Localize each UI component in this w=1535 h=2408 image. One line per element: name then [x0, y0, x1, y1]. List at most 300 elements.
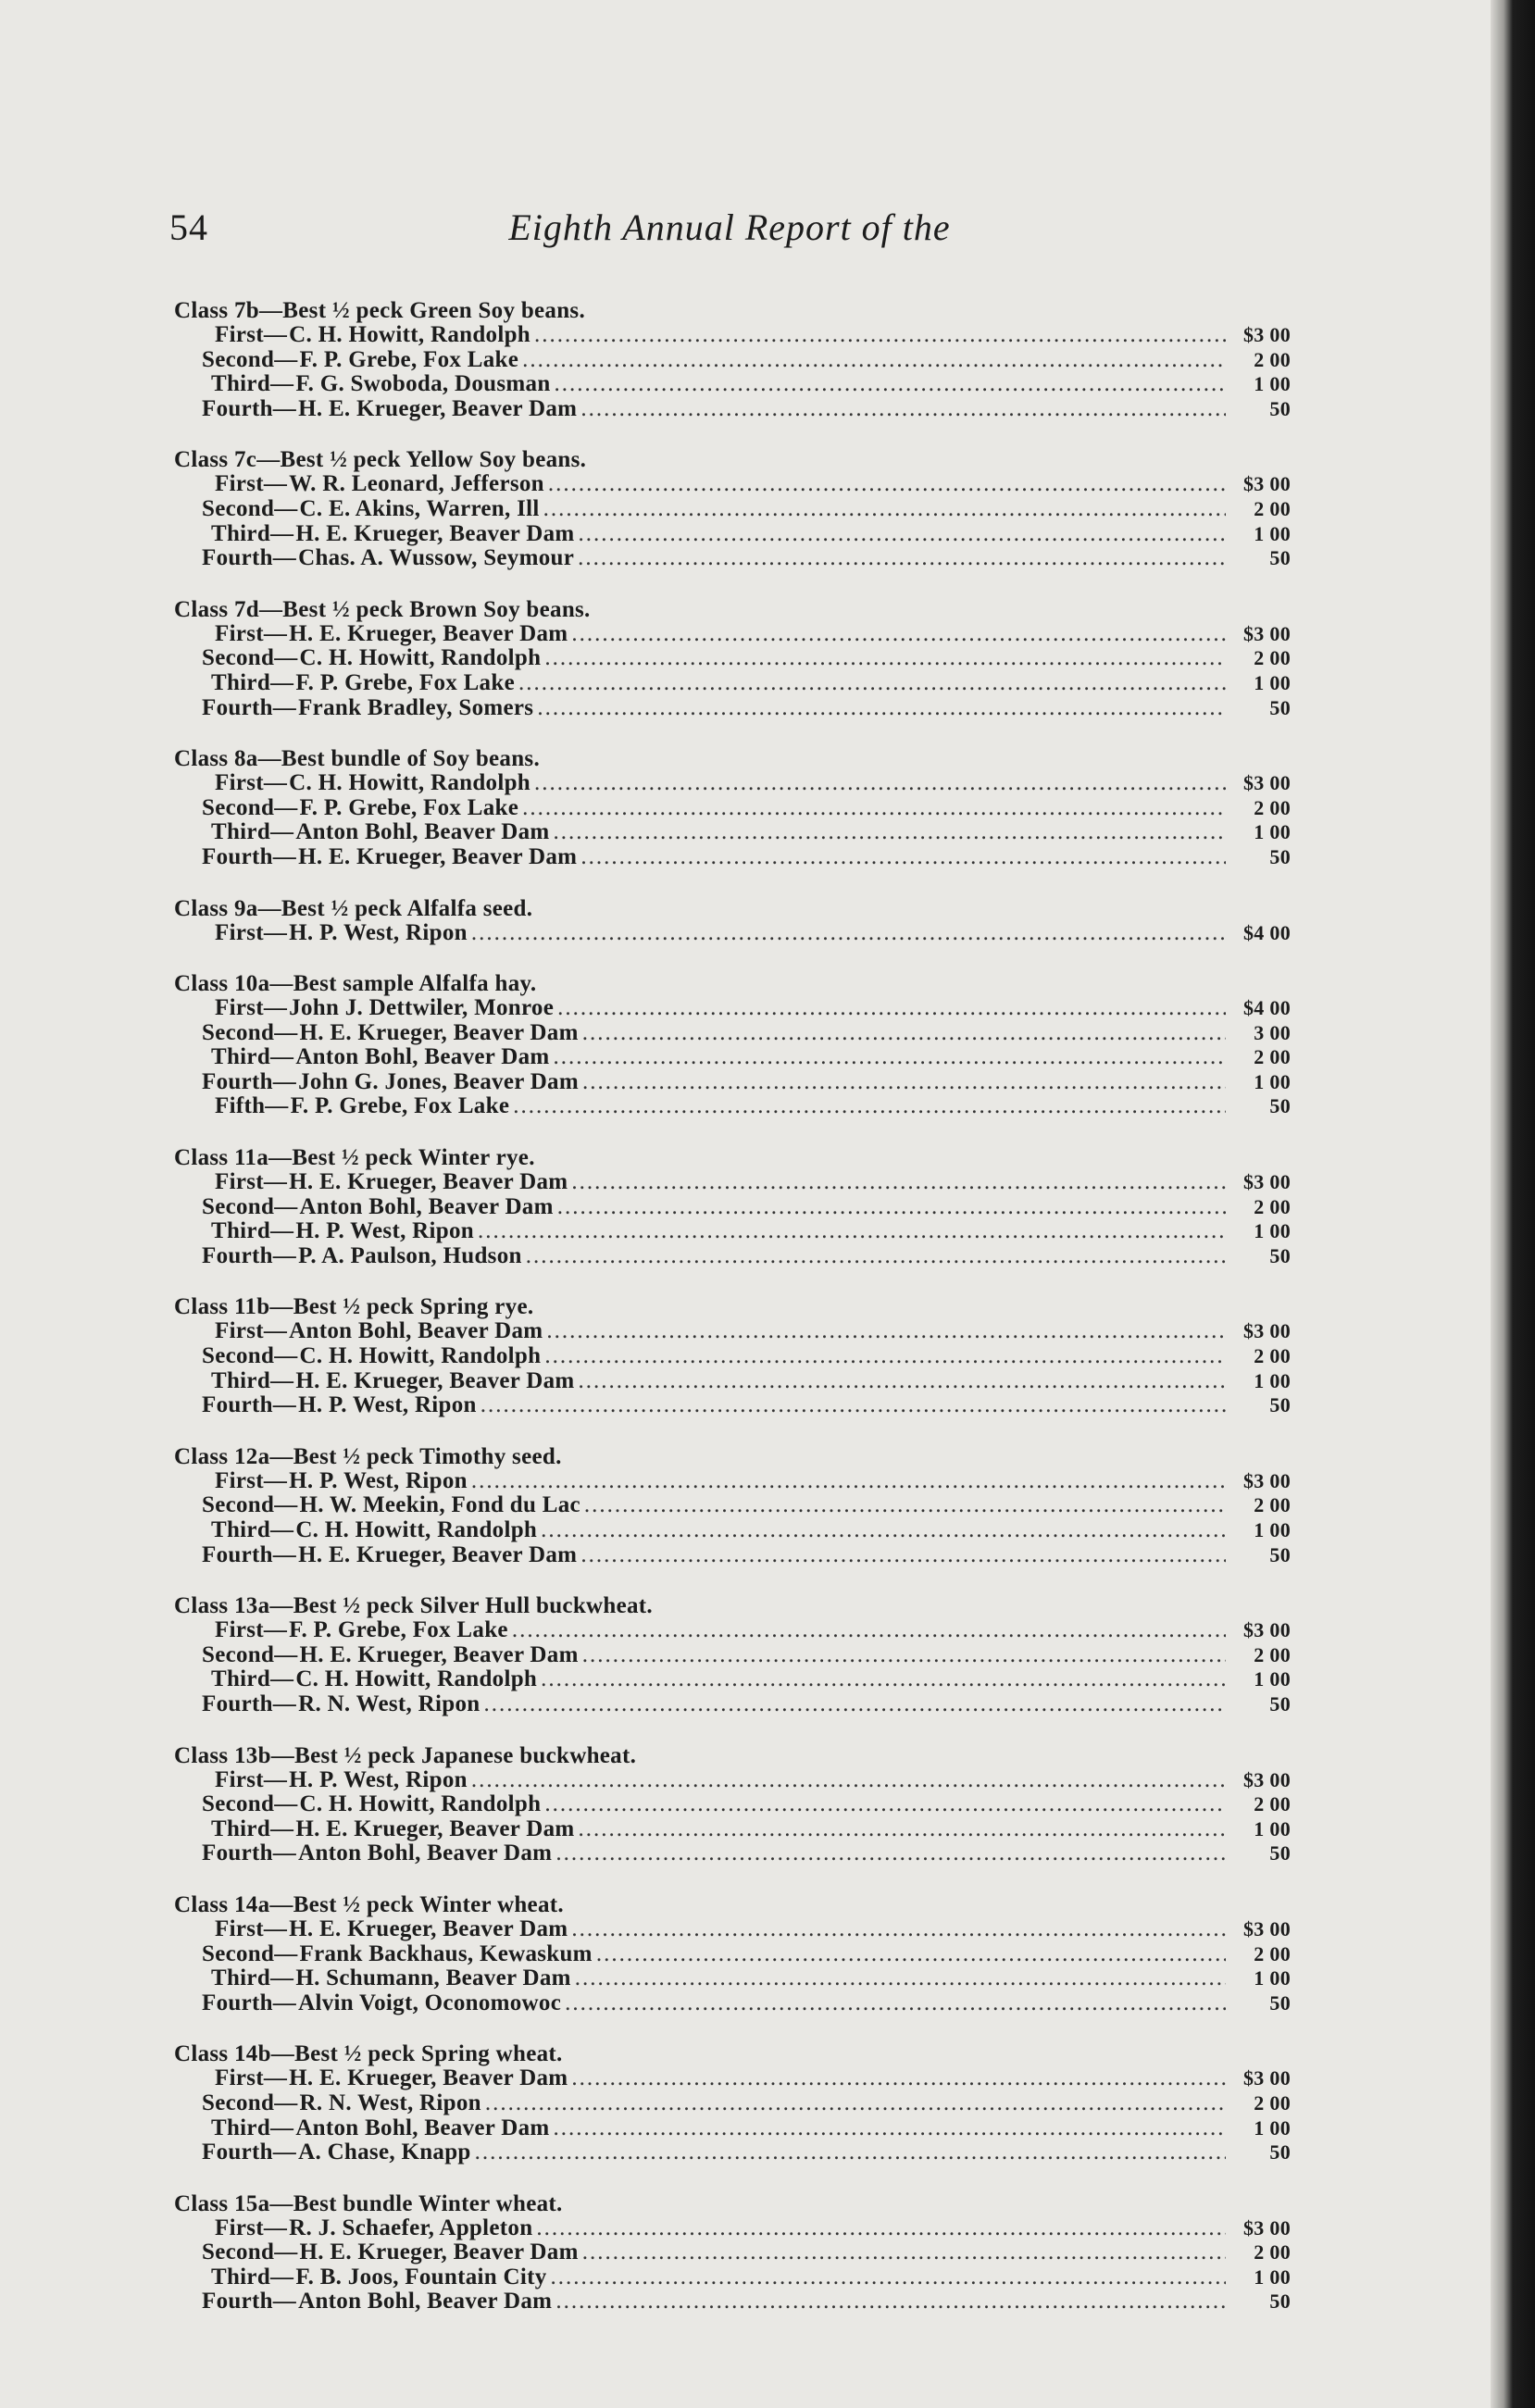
prize-amount: 1 00 — [1254, 1368, 1291, 1392]
award-place: Second— — [202, 645, 298, 671]
prize-amount: 2 00 — [1254, 2090, 1291, 2115]
award-winner: H. E. Krueger, Beaver Dam — [298, 395, 578, 421]
dot-leader — [471, 1768, 1226, 1793]
award-place: Third— — [211, 1666, 294, 1692]
award-place: Fourth— — [202, 2140, 297, 2165]
award-place: First— — [215, 770, 288, 796]
award-winner: H. E. Krueger, Beaver Dam — [289, 1915, 568, 1941]
award-entry — [174, 1543, 1291, 1568]
prize-amount: $3 00 — [1243, 2066, 1291, 2090]
award-place: Third— — [211, 1965, 294, 1991]
award-place: First— — [215, 620, 288, 646]
prize-amount: 50 — [1269, 2289, 1291, 2314]
dot-leader — [541, 1518, 1226, 1543]
class-title: Class 10a—Best sample Alfalfa hay. — [174, 971, 537, 997]
award-entry — [174, 2116, 1291, 2141]
award-place: First— — [215, 1169, 288, 1195]
award-entry — [174, 1841, 1291, 1866]
dot-leader — [518, 671, 1226, 696]
class-title: Class 12a—Best ½ peck Timothy seed. — [174, 1443, 562, 1469]
prize-amount: 2 00 — [1254, 496, 1291, 520]
class-title: Class 13a—Best ½ peck Silver Hull buckwheat. — [174, 1593, 653, 1619]
award-entry — [174, 921, 1291, 946]
award-entry — [174, 2216, 1291, 2241]
dot-leader — [548, 472, 1226, 497]
award-place: Third— — [211, 2264, 294, 2289]
class-title: Class 14b—Best ½ peck Spring wheat. — [174, 2041, 563, 2067]
page-header — [169, 206, 1290, 261]
award-winner: Frank Bradley, Somers — [298, 694, 534, 720]
dot-leader — [557, 1195, 1226, 1220]
prize-amount: 50 — [1269, 1094, 1291, 1118]
award-winner: F. P. Grebe, Fox Lake — [290, 1093, 510, 1119]
prize-amount: 50 — [1269, 1542, 1291, 1566]
class-block — [174, 1444, 1291, 1567]
prize-amount: 2 00 — [1254, 2240, 1291, 2265]
award-entry — [174, 522, 1291, 547]
award-winner: P. A. Paulson, Hudson — [298, 1242, 522, 1268]
award-place: First— — [215, 2065, 288, 2091]
award-winner: F. B. Joos, Fountain City — [295, 2264, 547, 2289]
award-place: First— — [215, 1915, 288, 1941]
class-block — [174, 2191, 1291, 2314]
class-title: Class 14a—Best ½ peck Winter wheat. — [174, 1891, 564, 1917]
prize-amount: 2 00 — [1254, 1194, 1291, 1218]
prize-amount: 2 00 — [1254, 1344, 1291, 1368]
prize-amount: 50 — [1269, 1243, 1291, 1267]
award-entry — [174, 2091, 1291, 2116]
award-place: Third— — [211, 371, 294, 397]
class-title: Class 7d—Best ½ peck Brown Soy beans. — [174, 596, 591, 622]
class-title: Class 13b—Best ½ peck Japanese buckwheat. — [174, 1742, 637, 1768]
award-winner: C. H. Howitt, Randolph — [289, 322, 530, 347]
award-winner: Chas. A. Wussow, Seymour — [298, 545, 575, 571]
award-place: Second— — [202, 1791, 298, 1817]
award-winner: W. R. Leonard, Jefferson — [289, 471, 544, 497]
award-entry — [174, 1643, 1291, 1668]
award-entry — [174, 771, 1291, 796]
dot-leader — [575, 1966, 1226, 1991]
dot-leader — [526, 1244, 1226, 1269]
dot-leader — [544, 1344, 1226, 1369]
dot-leader — [571, 1917, 1226, 1942]
class-title: Class 8a—Best bundle of Soy beans. — [174, 746, 541, 772]
dot-leader — [582, 1643, 1226, 1668]
award-winner: H. E. Krueger, Beaver Dam — [289, 2065, 568, 2091]
prize-amount: $3 00 — [1243, 472, 1291, 496]
award-winner: H. P. West, Ripon — [298, 1392, 477, 1418]
class-block — [174, 1593, 1291, 1716]
award-entry — [174, 1966, 1291, 1991]
award-winner: H. E. Krueger, Beaver Dam — [289, 1169, 568, 1195]
award-place: First— — [215, 1318, 288, 1344]
dot-leader — [544, 1792, 1226, 1817]
prize-amount: 50 — [1269, 2140, 1291, 2165]
prize-amount: 2 00 — [1254, 347, 1291, 371]
class-block — [174, 447, 1291, 570]
award-entry — [174, 397, 1291, 422]
dot-leader — [536, 2216, 1226, 2241]
prize-amount: 1 00 — [1254, 670, 1291, 694]
award-entry — [174, 1917, 1291, 1942]
award-place: Second— — [202, 1193, 298, 1219]
award-entry — [174, 1195, 1291, 1220]
award-entry — [174, 1792, 1291, 1817]
award-entry — [174, 1021, 1291, 1046]
award-winner: H. P. West, Ripon — [289, 1766, 468, 1792]
award-winner: H. E. Krueger, Beaver Dam — [295, 1367, 575, 1393]
award-place: Fourth— — [202, 1392, 297, 1418]
award-entry — [174, 820, 1291, 845]
award-winner: H. E. Krueger, Beaver Dam — [295, 520, 575, 546]
award-place: First— — [215, 2215, 288, 2240]
award-entry — [174, 2240, 1291, 2265]
class-title: Class 11a—Best ½ peck Winter rye. — [174, 1145, 535, 1171]
class-title: Class 9a—Best ½ peck Alfalfa seed. — [174, 895, 533, 921]
award-entry — [174, 845, 1291, 870]
award-place: Fourth— — [202, 1541, 297, 1567]
award-winner: C. H. Howitt, Randolph — [295, 1517, 538, 1542]
award-place: Fourth— — [202, 1068, 297, 1094]
award-entry — [174, 1469, 1291, 1494]
class-block — [174, 2041, 1291, 2165]
award-winner: H. E. Krueger, Beaver Dam — [298, 1541, 578, 1567]
prize-amount: 50 — [1269, 1841, 1291, 1865]
dot-leader — [579, 1817, 1226, 1842]
award-winner: Anton Bohl, Beaver Dam — [295, 2115, 550, 2140]
prize-amount: $3 00 — [1243, 2215, 1291, 2240]
dot-leader — [580, 845, 1226, 870]
dot-leader — [475, 2140, 1226, 2165]
award-place: Second— — [202, 2240, 298, 2265]
award-winner: F. P. Grebe, Fox Lake — [299, 794, 519, 820]
award-entry — [174, 622, 1291, 647]
award-place: Second— — [202, 2090, 298, 2115]
dot-leader — [571, 2066, 1226, 2091]
award-entry — [174, 323, 1291, 348]
award-winner: Anton Bohl, Beaver Dam — [298, 2289, 553, 2314]
award-entry — [174, 1518, 1291, 1543]
prize-amount: 1 00 — [1254, 1518, 1291, 1541]
dot-leader — [544, 646, 1226, 671]
award-place: Fourth— — [202, 545, 297, 571]
award-entry — [174, 671, 1291, 696]
award-list — [174, 298, 1291, 2340]
award-entry — [174, 2265, 1291, 2290]
class-title: Class 15a—Best bundle Winter wheat. — [174, 2190, 563, 2216]
award-winner: C. E. Akins, Warren, Ill — [299, 495, 540, 521]
prize-amount: 3 00 — [1254, 1020, 1291, 1044]
award-winner: Anton Bohl, Beaver Dam — [289, 1318, 543, 1344]
award-place: Fourth— — [202, 1990, 297, 2015]
award-entry — [174, 1768, 1291, 1793]
award-entry — [174, 646, 1291, 671]
award-entry — [174, 348, 1291, 373]
class-block — [174, 971, 1291, 1119]
award-entry — [174, 546, 1291, 571]
page-number: 54 — [169, 206, 208, 248]
dot-leader — [543, 497, 1226, 522]
dot-leader — [579, 1369, 1226, 1394]
award-entry — [174, 1692, 1291, 1717]
prize-amount: 2 00 — [1254, 1642, 1291, 1666]
prize-amount: $3 00 — [1243, 1319, 1291, 1343]
dot-leader — [480, 1393, 1226, 1418]
dot-leader — [557, 996, 1226, 1021]
prize-amount: $4 00 — [1243, 996, 1291, 1020]
award-place: Third— — [211, 1815, 294, 1841]
class-block — [174, 1892, 1291, 2015]
award-winner: F. P. Grebe, Fox Lake — [295, 669, 515, 695]
prize-amount: 50 — [1269, 695, 1291, 719]
dot-leader — [580, 397, 1226, 422]
prize-amount: 1 00 — [1254, 1069, 1291, 1093]
dot-leader — [554, 820, 1226, 845]
dot-leader — [537, 696, 1226, 721]
award-place: Second— — [202, 346, 298, 372]
award-place: Second— — [202, 1019, 298, 1045]
award-entry — [174, 1493, 1291, 1518]
award-winner: H. W. Meekin, Fond du Lac — [299, 1492, 580, 1518]
award-winner: A. Chase, Knapp — [298, 2140, 471, 2165]
award-place: Second— — [202, 1492, 298, 1518]
award-winner: H. P. West, Ripon — [289, 919, 468, 945]
prize-amount: $4 00 — [1243, 920, 1291, 944]
award-entry — [174, 1094, 1291, 1119]
dot-leader — [582, 1070, 1226, 1095]
dot-leader — [513, 1094, 1226, 1119]
award-place: Third— — [211, 669, 294, 695]
award-place: First— — [215, 1766, 288, 1792]
class-block — [174, 746, 1291, 869]
award-place: Third— — [211, 1218, 294, 1244]
prize-amount: 50 — [1269, 546, 1291, 570]
award-place: Fifth— — [215, 1093, 289, 1119]
prize-amount: 50 — [1269, 396, 1291, 420]
prize-amount: 50 — [1269, 844, 1291, 868]
award-winner: F. P. Grebe, Fox Lake — [299, 346, 519, 372]
prize-amount: 2 00 — [1254, 795, 1291, 819]
prize-amount: 1 00 — [1254, 1667, 1291, 1691]
dot-leader — [571, 1170, 1226, 1195]
prize-amount: 2 00 — [1254, 1493, 1291, 1517]
award-entry — [174, 1244, 1291, 1269]
award-winner: H. P. West, Ripon — [289, 1467, 468, 1493]
award-entry — [174, 1991, 1291, 2016]
prize-amount: $3 00 — [1243, 1468, 1291, 1492]
dot-leader — [551, 2265, 1226, 2290]
award-entry — [174, 1369, 1291, 1394]
award-entry — [174, 1344, 1291, 1369]
dot-leader — [579, 522, 1226, 547]
award-entry — [174, 1319, 1291, 1344]
class-block — [174, 1145, 1291, 1268]
award-winner: C. H. Howitt, Randolph — [299, 1791, 542, 1817]
award-place: Fourth— — [202, 1840, 297, 1866]
award-place: Fourth— — [202, 395, 297, 421]
dot-leader — [471, 1469, 1226, 1494]
award-entry — [174, 1618, 1291, 1643]
dot-leader — [522, 796, 1226, 821]
dot-leader — [546, 1319, 1226, 1344]
prize-amount: $3 00 — [1243, 1618, 1291, 1642]
prize-amount: 1 00 — [1254, 820, 1291, 844]
award-place: Third— — [211, 2115, 294, 2140]
award-winner: F. G. Swoboda, Dousman — [295, 371, 551, 397]
prize-amount: $3 00 — [1243, 1767, 1291, 1791]
class-block — [174, 896, 1291, 946]
prize-amount: $3 00 — [1243, 323, 1291, 346]
prize-amount: $3 00 — [1243, 771, 1291, 795]
award-winner: F. P. Grebe, Fox Lake — [289, 1617, 508, 1643]
award-winner: H. E. Krueger, Beaver Dam — [299, 1019, 579, 1045]
dot-leader — [565, 1991, 1226, 2016]
prize-amount: 2 00 — [1254, 1045, 1291, 1069]
award-winner: Alvin Voigt, Oconomowoc — [298, 1990, 562, 2015]
award-entry — [174, 1219, 1291, 1244]
award-entry — [174, 1045, 1291, 1070]
award-place: Third— — [211, 520, 294, 546]
award-winner: John J. Dettwiler, Monroe — [289, 995, 555, 1021]
award-winner: Anton Bohl, Beaver Dam — [295, 819, 550, 845]
award-entry — [174, 497, 1291, 522]
prize-amount: 1 00 — [1254, 521, 1291, 545]
dot-leader — [582, 1021, 1226, 1046]
award-winner: Anton Bohl, Beaver Dam — [299, 1193, 554, 1219]
award-entry — [174, 1667, 1291, 1692]
award-entry — [174, 2140, 1291, 2165]
class-title: Class 7b—Best ½ peck Green Soy beans. — [174, 298, 586, 323]
award-place: First— — [215, 919, 288, 945]
prize-amount: 50 — [1269, 1393, 1291, 1417]
award-entry — [174, 2066, 1291, 2091]
award-place: First— — [215, 1617, 288, 1643]
dot-leader — [571, 622, 1226, 647]
page-binding-edge — [1491, 0, 1535, 2408]
dot-leader — [555, 1841, 1226, 1866]
award-place: Second— — [202, 794, 298, 820]
dot-leader — [534, 323, 1226, 348]
award-winner: C. H. Howitt, Randolph — [299, 645, 542, 671]
award-entry — [174, 1817, 1291, 1842]
award-place: Second— — [202, 1940, 298, 1966]
prize-amount: 2 00 — [1254, 1792, 1291, 1816]
award-place: Fourth— — [202, 1242, 297, 1268]
award-winner: Anton Bohl, Beaver Dam — [295, 1044, 550, 1070]
award-place: Fourth— — [202, 843, 297, 869]
award-winner: H. P. West, Ripon — [295, 1218, 474, 1244]
dot-leader — [554, 2116, 1226, 2141]
dot-leader — [555, 372, 1226, 397]
dot-leader — [596, 1942, 1226, 1967]
prize-amount: $3 00 — [1243, 621, 1291, 645]
prize-amount: 1 00 — [1254, 2265, 1291, 2289]
dot-leader — [584, 1493, 1226, 1518]
award-winner: H. E. Krueger, Beaver Dam — [298, 843, 578, 869]
award-place: First— — [215, 995, 288, 1021]
award-winner: H. Schumann, Beaver Dam — [295, 1965, 571, 1991]
award-winner: R. N. West, Ripon — [298, 1691, 480, 1716]
award-place: Third— — [211, 1367, 294, 1393]
running-title: Eighth Annual Report of the — [508, 206, 951, 248]
dot-leader — [478, 1219, 1226, 1244]
award-place: Second— — [202, 495, 298, 521]
prize-amount: $3 00 — [1243, 1916, 1291, 1940]
award-place: First— — [215, 1467, 288, 1493]
dot-leader — [541, 1667, 1226, 1692]
award-place: Third— — [211, 1044, 294, 1070]
prize-amount: $3 00 — [1243, 1170, 1291, 1194]
dot-leader — [580, 1543, 1226, 1568]
prize-amount: 50 — [1269, 1691, 1291, 1716]
award-winner: H. E. Krueger, Beaver Dam — [295, 1815, 575, 1841]
dot-leader — [578, 546, 1226, 571]
award-entry — [174, 1070, 1291, 1095]
award-winner: H. E. Krueger, Beaver Dam — [299, 2240, 579, 2265]
award-winner: C. H. Howitt, Randolph — [295, 1666, 538, 1692]
award-entry — [174, 2289, 1291, 2314]
award-winner: C. H. Howitt, Randolph — [299, 1343, 542, 1369]
dot-leader — [483, 1692, 1226, 1717]
award-winner: H. E. Krueger, Beaver Dam — [289, 620, 568, 646]
award-entry — [174, 996, 1291, 1021]
prize-amount: 1 00 — [1254, 1816, 1291, 1840]
prize-amount: 1 00 — [1254, 2115, 1291, 2140]
dot-leader — [555, 2289, 1226, 2314]
dot-leader — [471, 921, 1226, 946]
award-winner: Anton Bohl, Beaver Dam — [298, 1840, 553, 1866]
award-entry — [174, 1942, 1291, 1967]
award-place: Second— — [202, 1641, 298, 1667]
award-place: First— — [215, 322, 288, 347]
dot-leader — [485, 2091, 1226, 2116]
prize-amount: 1 00 — [1254, 1219, 1291, 1243]
award-entry — [174, 372, 1291, 397]
award-place: Fourth— — [202, 1691, 297, 1716]
award-entry — [174, 796, 1291, 821]
class-block — [174, 1743, 1291, 1866]
class-title: Class 7c—Best ½ peck Yellow Soy beans. — [174, 447, 587, 473]
class-title: Class 11b—Best ½ peck Spring rye. — [174, 1294, 534, 1320]
prize-amount: 1 00 — [1254, 372, 1291, 396]
prize-amount: 1 00 — [1254, 1966, 1291, 1990]
award-place: Third— — [211, 1517, 294, 1542]
award-place: First— — [215, 471, 288, 497]
award-winner: R. N. West, Ripon — [299, 2090, 481, 2115]
award-place: Second— — [202, 1343, 298, 1369]
dot-leader — [554, 1045, 1226, 1070]
prize-amount: 2 00 — [1254, 646, 1291, 670]
award-winner: H. E. Krueger, Beaver Dam — [299, 1641, 579, 1667]
class-block — [174, 597, 1291, 720]
award-winner: R. J. Schaefer, Appleton — [289, 2215, 533, 2240]
award-place: Fourth— — [202, 694, 297, 720]
award-entry — [174, 1393, 1291, 1418]
award-entry — [174, 472, 1291, 497]
dot-leader — [522, 348, 1226, 373]
dot-leader — [534, 771, 1226, 796]
award-winner: C. H. Howitt, Randolph — [289, 770, 530, 796]
award-winner: John G. Jones, Beaver Dam — [298, 1068, 579, 1094]
award-place: Fourth— — [202, 2289, 297, 2314]
dot-leader — [582, 2240, 1226, 2265]
award-winner: Frank Backhaus, Kewaskum — [299, 1940, 593, 1966]
award-entry — [174, 1170, 1291, 1195]
class-block — [174, 1294, 1291, 1417]
award-entry — [174, 696, 1291, 721]
class-block — [174, 298, 1291, 421]
prize-amount: 50 — [1269, 1990, 1291, 2015]
